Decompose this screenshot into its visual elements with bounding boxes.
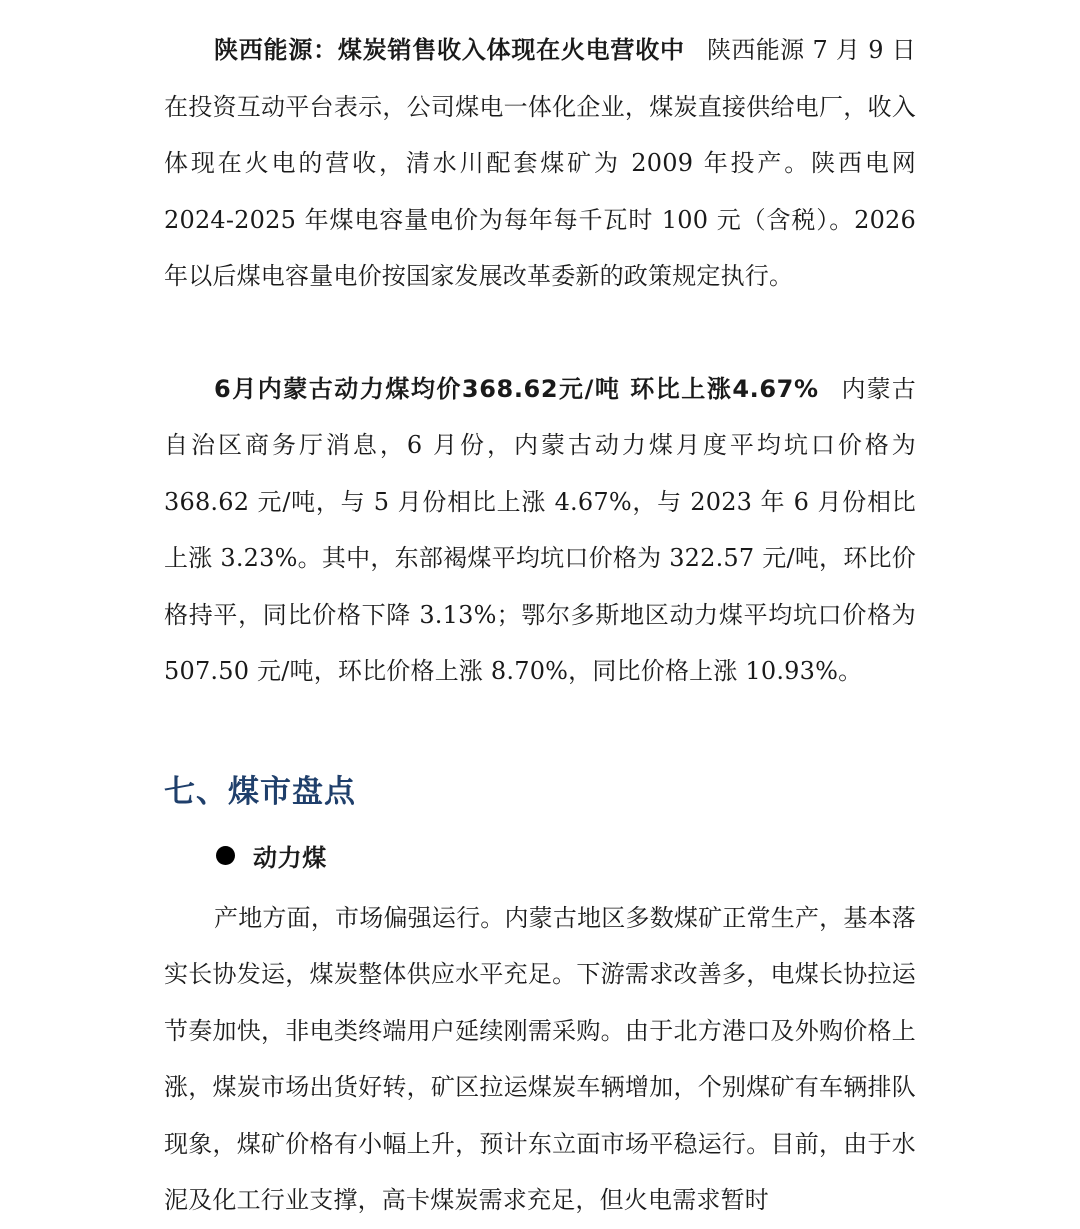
- bullet-dot-icon: [216, 846, 235, 865]
- section-title: 七、煤市盘点: [164, 773, 356, 810]
- subsection-label: 动力煤: [253, 844, 327, 872]
- document-page: [164, 22, 916, 1229]
- paragraph-spacer: [164, 305, 916, 361]
- news-item-inner-mongolia-coal: [164, 361, 916, 700]
- news-body: 内蒙古自治区商务厅消息，6 月份，内蒙古动力煤月度平均坑口价格为 368.62 元/吨，与 5 月份相比上涨 4.67%，与 2023 年 6 月份相比上涨 3.23%。其中，东部褐煤平均坑口价格为 322.57 元/吨，环比价格持平，同比价格下降 3.13%；鄂尔多斯地区动力煤平均坑口价格为 507.50 元/吨，环比价格上涨 8.70%，同比价格上涨 10.93%。: [164, 374, 916, 685]
- paragraph-spacer: [164, 700, 916, 756]
- news-headline: 陕西能源：煤炭销售收入体现在火电营收中: [214, 36, 685, 64]
- subsection-heading: [216, 828, 916, 884]
- news-headline: 6月内蒙古动力煤均价368.62元/吨 环比上涨4.67%: [214, 374, 819, 403]
- section-paragraph: 产地方面，市场偏强运行。内蒙古地区多数煤矿正常生产，基本落实长协发运，煤炭整体供应水平充足。下游需求改善多，电煤长协拉运节奏加快，非电类终端用户延续刚需采购。由于北方港口及外购价格上涨，煤炭市场出货好转，矿区拉运煤炭车辆增加，个别煤矿有车辆排队现象，煤矿价格有小幅上升，预计东立面市场平稳运行。目前，由于水泥及化工行业支撑，高卡煤炭需求充足，但火电需求暂时: [164, 903, 916, 1214]
- news-item-shaanxi-energy: [164, 22, 916, 305]
- news-body: 陕西能源 7 月 9 日在投资互动平台表示，公司煤电一体化企业，煤炭直接供给电厂，收入体现在火电的营收，清水川配套煤矿为 2009 年投产。陕西电网 2024-2025 年煤电容量电价为每年每千瓦时 100 元（含税）。2026 年以后煤电容量电价按国家发展改革委新的政策规定执行。: [164, 36, 916, 290]
